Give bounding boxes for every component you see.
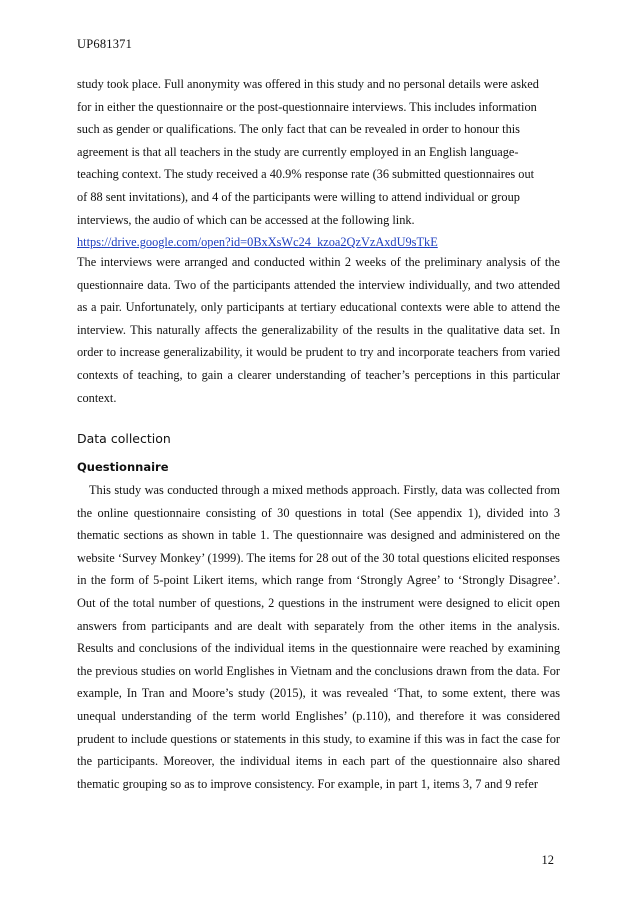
text-line: study took place. Full anonymity was offered in this study and no personal details were asked [77,77,539,91]
paragraph-participants [77,73,560,254]
section-heading-data-collection: Data collection [77,431,171,446]
document-header-code: UP681371 [77,37,133,51]
text-line: for in either the questionnaire or the post-questionnaire interviews. This includes information [77,99,537,114]
subsection-heading-questionnaire: Questionnaire [77,460,169,474]
interview-audio-link[interactable]: https://drive.google.com/open?id=0BxXsWc24_kzoa2QzVzAxdU9sTkE [77,235,438,250]
paragraph-interviews: The interviews were arranged and conducted within 2 weeks of the preliminary analysis of the questionnaire data. Two of the participants attended the interview individually, and two attended as a pair. Unfortunately, only participants at tertiary educational contexts were able to attend the interview. This naturally affects the generalizability of the results in the qualitative data set. In order to increase generalizability, it would be prudent to try and incorporate teachers from varied contexts of teaching, to gain a clearer understanding of teacher’s perceptions in this particular context. [77,255,560,405]
paragraph-questionnaire: This study was conducted through a mixed methods approach. Firstly, data was collected from the online questionnaire consisting of 30 questions in total (See appendix 1), divided into 3 thematic sections as shown in table 1. The questionnaire was designed and administered on the website ‘Survey Monkey’ (1999). The items for 28 out of the 30 total questions elicited responses in the form of 5-point Likert items, which range from ‘Strongly Agree’ to ‘Strongly Disagree’. Out of the total number of questions, 2 questions in the instrument were designed to elicit open answers from participants and are dealt with separately from the other items in the analysis. Results and conclusions of the individual items in the questionnaire were reached by examining the previous studies on world Englishes in Vietnam and the conclusions drawn from the data. For example, In Tran and Moore’s study (2015), it was revealed ‘That, to some extent, there was unequal understanding of the term world Englishes’ (p.110), and therefore it was considered prudent to include questions or statements in this study, to examine if this was in fact the case for the participants. Moreover, the individual items in each part of the questionnaire also shared thematic grouping so as to improve consistency. For example, in part 1, items 3, 7 and 9 refer [77,483,560,791]
page-number: 12 [541,853,554,867]
text-line: interviews, the audio of which can be accessed at the following link. [77,212,415,227]
text-line: of 88 sent invitations), and 4 of the participants were willing to attend individual or group [77,189,520,204]
text-line: teaching context. The study received a 40.9% response rate (36 submitted questionnaires out [77,167,535,182]
text-line: such as gender or qualifications. The only fact that can be revealed in order to honour this [77,122,520,137]
text-line: agreement is that all teachers in the study are currently employed in an English language- [77,144,519,159]
